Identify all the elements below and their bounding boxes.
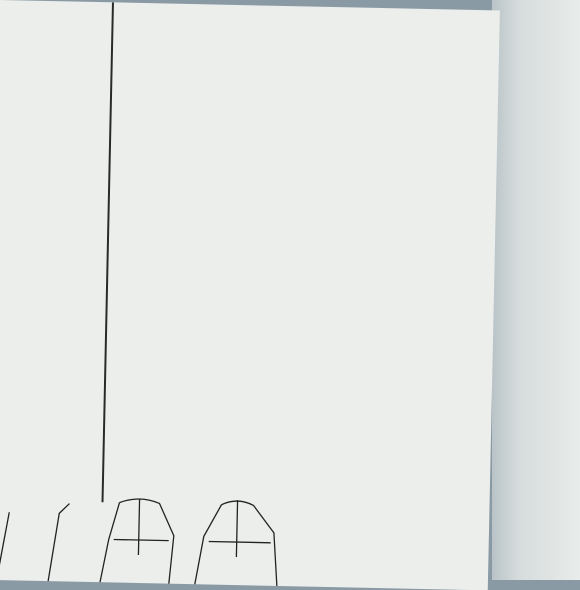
left-column-fragments <box>0 0 112 2</box>
column-divider <box>102 2 114 502</box>
garment-illustrations <box>0 492 490 590</box>
yardage-table <box>0 0 500 10</box>
background-surface <box>492 0 580 580</box>
